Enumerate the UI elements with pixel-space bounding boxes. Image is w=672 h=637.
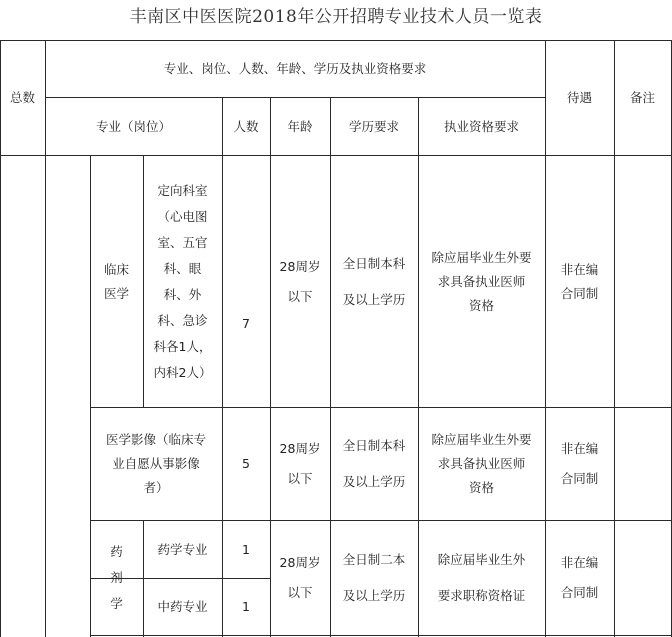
clinical-count: 7	[242, 315, 250, 331]
imaging-treatment: 非在编 合同制	[560, 441, 599, 486]
imaging-education: 全日制本科 及以上学历	[342, 438, 406, 489]
pharmacy-age: 28周岁 以下	[279, 555, 321, 600]
header-total: 总数	[9, 90, 35, 105]
pharmacy-count-chinese: 1	[242, 599, 250, 614]
header-major: 专业（岗位）	[95, 118, 171, 134]
clinical-qualification: 除应届毕业生外要 求具备执业医师 资格	[431, 249, 532, 313]
pharmacy-sub-chinese: 中药专业	[157, 599, 208, 614]
imaging-major: 医学影像（临床专 业自愿从事影像 者）	[105, 432, 206, 495]
header-treatment: 待遇	[566, 90, 592, 105]
imaging-count: 5	[242, 456, 250, 471]
header-remarks: 备注	[629, 90, 655, 105]
pharmacy-sub-western: 药学专业	[157, 541, 208, 557]
pharmacy-education: 全日制二本 及以上学历	[342, 552, 406, 603]
pharmacy-qualification: 除应届毕业生外 要求职称资格证	[437, 552, 526, 603]
clinical-position: 定向科室 （心电图 室、五官 科、眼 科、外 科、急诊 科各1人， 内科2人）	[153, 182, 212, 380]
clinical-education: 全日制本科 及以上学历	[342, 255, 406, 307]
imaging-age: 28周岁 以下	[279, 441, 321, 486]
clinical-treatment: 非在编 合同制	[560, 261, 599, 301]
header-requirements-group: 专业、岗位、人数、年龄、学历及执业资格要求	[163, 61, 427, 76]
pharmacy-count-western: 1	[242, 541, 250, 557]
imaging-qualification: 除应届毕业生外要 求具备执业医师 资格	[431, 432, 532, 495]
header-education: 学历要求	[348, 118, 399, 134]
row-divider	[90, 635, 672, 636]
clinical-age: 28周岁 以下	[279, 258, 321, 304]
pharmacy-major: 药 剂 学	[110, 544, 123, 611]
header-qualification: 执业资格要求	[443, 118, 519, 134]
header-count: 人数	[233, 118, 259, 134]
page-title: 丰南区中医医院2018年公开招聘专业技术人员一览表	[129, 7, 543, 27]
clinical-major: 临床 医学	[103, 261, 129, 301]
header-age: 年龄	[287, 118, 313, 134]
pharmacy-treatment: 非在编 合同制	[560, 555, 599, 600]
